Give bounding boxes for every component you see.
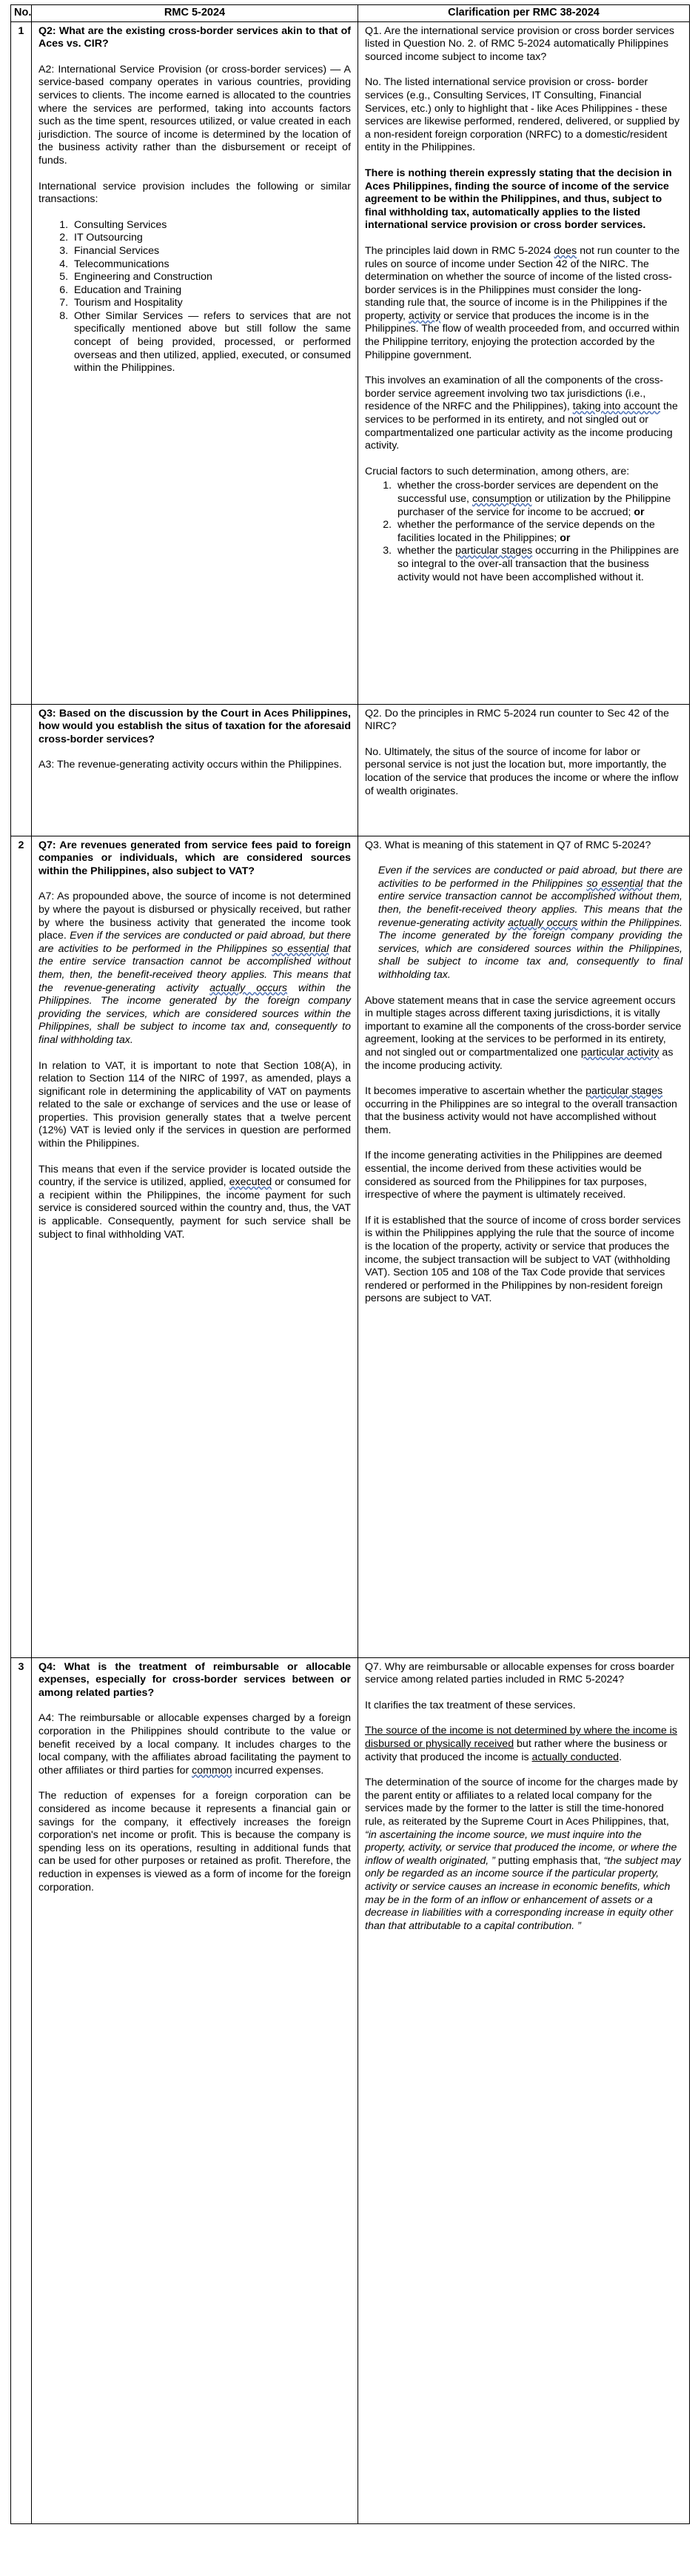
question-q4: Q4: What is the treatment of reimbursable or allocable expenses, especially for cross-border services between or among related parties? [38, 1660, 351, 1699]
row-number: 2 [11, 836, 32, 1657]
answer-paragraph: The principles laid down in RMC 5-2024 does not run counter to the rules on source of income under Section 42 of the NIRC. The determination on whether the source of income of the listed cross-border services is in the Philippines must consider the long- standing rule that, the source of income is in the Philippines if the property, activity or service that produces the income is in the Philippines. The flow of wealth proceeded from, and occurred within the Philippine territory, enjoying the protection accorded by the Philippine government. [365, 244, 680, 361]
list-item: 7. Tourism and Hospitality [71, 297, 351, 310]
table-row [11, 21, 690, 704]
list-item: 2. whether the performance of the service depends on the facilities located in the Philippines; or [395, 519, 682, 545]
comparison-table [10, 4, 690, 2524]
list-item: 4. Telecommunications [71, 258, 351, 272]
answer-paragraph: It clarifies the tax treatment of these services. [365, 1699, 576, 1711]
header-no: No. [11, 5, 32, 22]
list-item: 3. whether the particular stages occurring in the Philippines are so integral to the over-all transaction that the business activity would not have been accomplished without it. [395, 545, 682, 584]
answer-a2: A2: International Service Provision (or cross-border services) — A service-based company operates in various countries, providing services to clients. The income earned is allocated to the countries where the services are performed, taking into accounts factors such as the time spent, resources utilized, or value created in each jurisdiction. The source of income is determined by the location of the business activity rather than the disbursement or receipt of funds. [38, 63, 351, 167]
question-q7: Q7: Are revenues generated from service fees paid to foreign companies or individuals, which are considered sources within the Philippines, also subject to VAT? [38, 839, 351, 877]
answer-paragraph: This means that even if the service provider is located outside the country, if the service is utilized, applied, executed or consumed for a recipient within the Philippines, the income payment for such service is considered sourced within the country and, thus, the VAT is applicable. Consequently, payment for such service shall be subject to final withholding VAT. [38, 1163, 351, 1241]
table-row [11, 704, 690, 836]
criteria-list [365, 480, 682, 584]
left-cell [32, 836, 358, 1657]
vat-paragraph: In relation to VAT, it is important to note that Section 108(A), in relation to Section 114 of the NIRC of 1997, as amended, plays a significant role in determining the applicability of VAT on payments related to the sale or exchange of services and the use or lease of properties. This provision generally states that a twelve percent (12%) VAT is levied only if the services in question are performed within the Philippines. [38, 1059, 351, 1150]
question-q2: Q2. Do the principles in RMC 5-2024 run counter to Sec 42 of the NIRC? [365, 707, 669, 733]
right-cell [358, 836, 690, 1657]
answer-paragraph: If the income generating activities in the Philippines are deemed essential, the income derived from these activities would be considered as sourced from the Philippines for tax purposes, irrespective of where the payment is ultimately received. [365, 1150, 662, 1201]
answer-a4: A4: The reimbursable or allocable expenses charged by a foreign corporation in the Philippines should contribute to the value or benefit received by a local company. It includes charges to the local company, with the affiliates abroad facilitating the payment to other affiliates or third parties for common incurred expenses. [38, 1712, 351, 1777]
list-item: 3. Financial Services [71, 245, 351, 258]
question-q2: Q2: What are the existing cross-border services akin to that of Aces vs. CIR? [38, 24, 351, 50]
row-number [11, 704, 32, 836]
answer-a7: A7: As propounded above, the source of income is not determined by where the payout is disbursed or physically received, but rather by where the business activity that generated the income took place. Even if the services are conducted or paid abroad, but there are activities to be performed in the Philippines so essential that the entire service transaction cannot be accomplished without them, then, the benefit-received theory applies. This means that the revenue-generating activity actually occurs within the Philippines. The income generated by the foreign company providing the services, which are considered sources within the Philippines, shall be subject to income tax and, consequently to final withholding tax. [38, 890, 351, 1046]
list-item: 6. Education and Training [71, 284, 351, 298]
answer-paragraph: No. Ultimately, the situs of the source of income for labor or personal service is not just the location but, more importantly, the location of the service that produces the income or where the inflow of wealth originates. [365, 745, 679, 797]
right-cell [358, 21, 690, 704]
question-q1: Q1. Are the international service provision or cross border services listed in Question No. 2. of RMC 5-2024 automatically Philippines sourced income subject to income tax? [365, 24, 674, 63]
answer-paragraph: The reduction of expenses for a foreign corporation can be considered as income because it represents a financial gain or savings for the company, it effectively increases the foreign corporation's net income or profit. This is because the company is spending less on its operations, resulting in additional funds that can be used for other purposes or retained as profit. Therefore, the reduction in expenses is viewed as a form of income for the foreign corporation. [38, 1790, 351, 1894]
row-number: 1 [11, 21, 32, 704]
right-cell [358, 1657, 690, 2523]
answer-a3: A3: The revenue-generating activity occurs within the Philippines. [38, 759, 342, 771]
answer-paragraph: It becomes imperative to ascertain whether the particular stages occurring in the Philippines are so integral to the overall transaction that the business activity would not have accomplished without them. [365, 1085, 677, 1136]
table-row [11, 836, 690, 1657]
header-rmc-38-2024: Clarification per RMC 38-2024 [358, 5, 690, 22]
list-item: 2. IT Outsourcing [71, 232, 351, 245]
list-item: 8. Other Similar Services — refers to services that are not specifically mentioned above but still follow the same concept of being provided, processed, or performed overseas and then utilized, applied, executed, or consumed within the Philippines. [71, 310, 351, 375]
left-cell [32, 704, 358, 836]
table-header-row [11, 5, 690, 22]
answer-paragraph: Above statement means that in case the service agreement occurs in multiple stages across different taxing jurisdictions, it is vitally important to examine all the components of the cross-border service agreement, looking at the services to be performed in its entirety, and not singled out or compartmentalized one particular activity as the income producing activity. [365, 994, 682, 1072]
list-item: 1. Consulting Services [71, 219, 351, 232]
left-cell [32, 1657, 358, 2523]
answer-paragraph: No. The listed international service provision or cross- border services (e.g., Consulting Services, IT Consulting, Financial Services, etc.) only to highlight that - like Aces Philippines - these services are likewise performed, rendered, delivered, or supplied by a non-resident foreign corporation (NRFC) to a domestic/resident entity in the Philippines. [365, 76, 680, 154]
services-list [38, 219, 351, 375]
answer-paragraph: The source of the income is not determined by where the income is disbursed or physically received but rather where the business or activity that produced the income is actually conducted. [365, 1725, 677, 1763]
header-rmc-5-2024: RMC 5-2024 [32, 5, 358, 22]
question-q3: Q3. What is meaning of this statement in Q7 of RMC 5-2024? [365, 839, 651, 851]
answer-paragraph: If it is established that the source of income of cross border services is within the Philippines applying the rule that the source of income is the location of the property, activity or service that produces the income, the subject transaction will be subject to VAT (withholding VAT). Section 105 and 108 of the Tax Code provide that services rendered or performed in the Philippines by non-resident foreign persons are subject to VAT. [365, 1214, 681, 1305]
answer-paragraph: This involves an examination of all the components of the cross-border service agreement involving two tax jurisdictions (i.e., residence of the NRFC and the Philippines), taking into account the services to be performed in its entirety, and not singled out or compartmentalized one particular activity as the income producing activity. [365, 375, 678, 452]
question-q7: Q7. Why are reimbursable or allocable expenses for cross boarder service among related parties included in RMC 5-2024? [365, 1660, 674, 1686]
answer-paragraph: The determination of the source of income for the charges made by the parent entity or affiliates to a related local company for the services made by the former to the latter is still the time-honored rule, as reiterated by the Supreme Court in Aces Philippines, that, “in ascertaining the income source, we must inquire into the property, activity, or service that produced the income, or where the inflow of wealth originated, ” putting emphasis that, “the subject may only be regarded as an income source if the particular property, activity or service causes an increase in economic benefits, which may be in the form of an inflow or enhancement of assets or a decrease in liabilities with a corresponding increase in equity other than that attributable to a capital contribution. ” [365, 1777, 681, 1932]
left-cell [32, 21, 358, 704]
list-intro: International service provision includes the following or similar transactions: [38, 180, 351, 206]
row-number: 3 [11, 1657, 32, 2523]
right-cell [358, 704, 690, 836]
question-q3: Q3: Based on the discussion by the Court in Aces Philippines, how would you establish the situs of taxation for the aforesaid cross-border services? [38, 707, 351, 745]
table-row [11, 1657, 690, 2523]
answer-paragraph: Crucial factors to such determination, among others, are: [365, 465, 630, 477]
list-item: 5. Engineering and Construction [71, 271, 351, 284]
quoted-statement: Even if the services are conducted or paid abroad, but there are activities to be performed in the Philippines so essential that the entire service transaction cannot be accomplished without them, then, the benefit-received theory applies. This means that the revenue-generating activity actually occurs within the Philippines. The income generated by the foreign company providing the services, which are considered sources within the Philippines, shall be subject to income tax and, consequently to final withholding tax. [378, 865, 682, 981]
list-item: 1. whether the cross-border services are dependent on the successful use, consumption or utilization by the Philippine purchaser of the service for income to be accrued; or [395, 480, 682, 519]
emphasis-paragraph: There is nothing therein expressly stating that the decision in Aces Philippines, finding the source of income of the service agreement to be within the Philippines, and thus, subject to final withholding tax, automatically applies to the listed international service provision or cross border services. [365, 167, 672, 232]
